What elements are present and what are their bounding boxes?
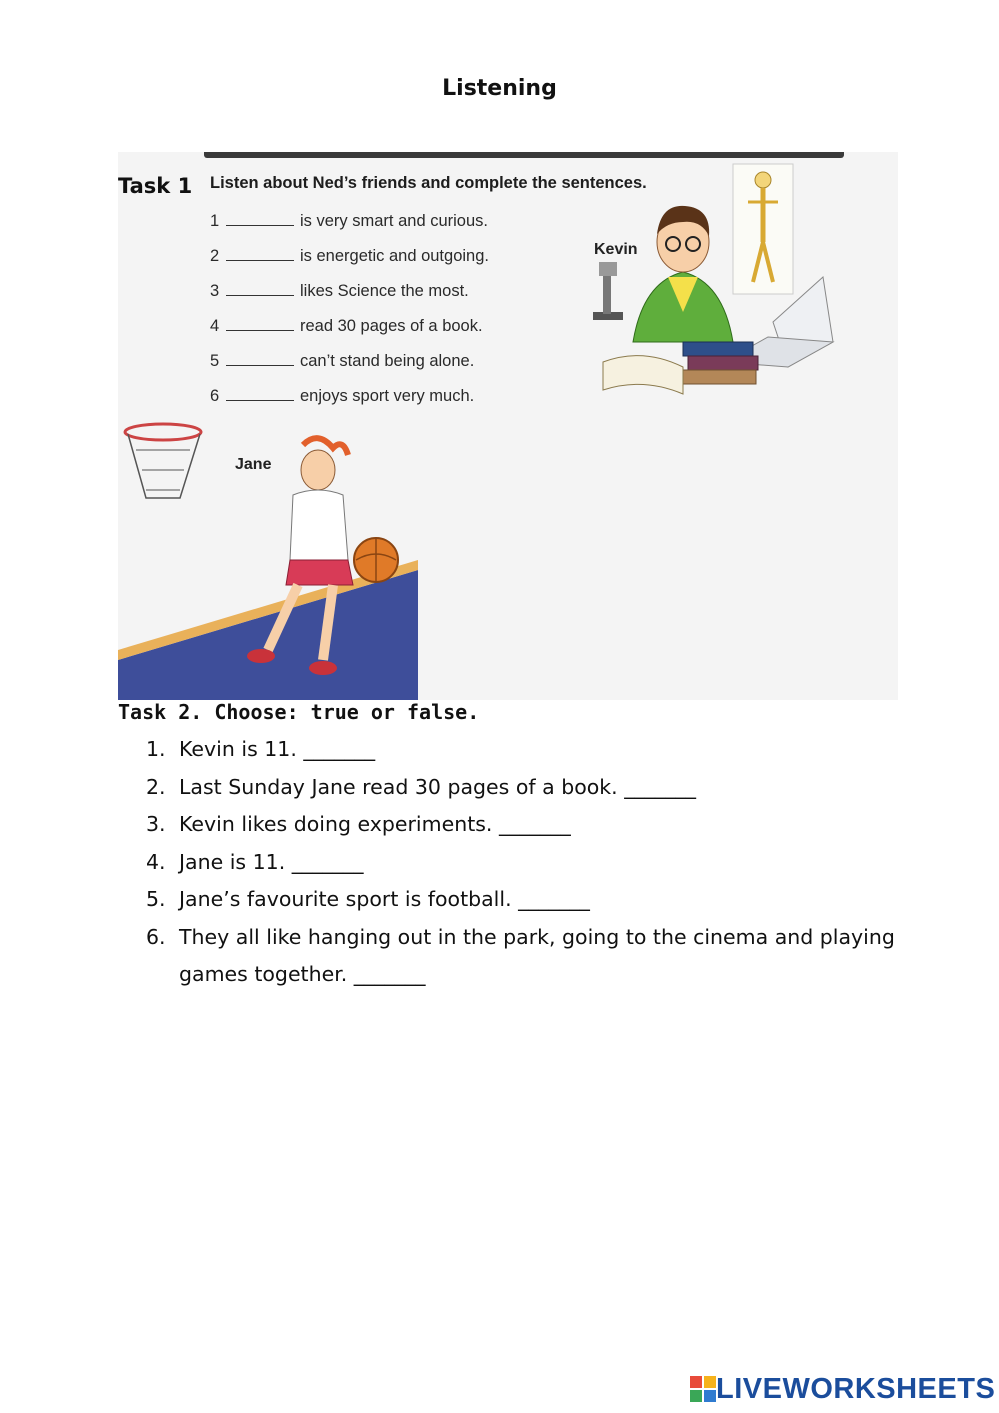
page-title: Listening xyxy=(442,76,557,101)
brand-name: LIVEWORKSHEETS xyxy=(716,1372,996,1405)
task1-sentence: 3 likes Science the most. xyxy=(210,282,469,300)
jane-label: Jane xyxy=(235,456,272,473)
answer-blank[interactable] xyxy=(226,281,294,296)
task1-panel xyxy=(118,152,898,700)
task2-item: 4. Jane is 11. _______ xyxy=(146,849,364,874)
task2-item: 3. Kevin likes doing experiments. _______ xyxy=(146,812,571,836)
task1-sentence: 2 is energetic and outgoing. xyxy=(210,247,489,265)
task2-item: 6. They all like hanging out in the park, going to the cinema and playing games together. _______ xyxy=(146,924,895,986)
liveworksheets-logo xyxy=(690,1374,995,1404)
liveworksheets-icon xyxy=(690,1376,716,1402)
panel-top-bar xyxy=(204,152,844,158)
task2-list xyxy=(146,731,946,994)
task2-item: 2. Last Sunday Jane read 30 pages of a book. _______ xyxy=(146,774,696,799)
answer-blank[interactable] xyxy=(226,211,294,226)
task2-item: 1. Kevin is 11. _______ xyxy=(146,737,376,761)
kevin-label: Kevin xyxy=(594,241,638,258)
answer-blank[interactable] xyxy=(226,316,294,331)
task1-sentence: 1 is very smart and curious. xyxy=(210,212,488,230)
task2-title: Task 2. Choose: true or false. xyxy=(118,700,480,724)
jane-illustration xyxy=(118,420,418,700)
answer-blank[interactable] xyxy=(226,246,294,261)
task1-instruction: Listen about Ned’s friends and complete the sentences. xyxy=(210,174,647,192)
task1-label: Task 1 xyxy=(118,174,193,198)
task2-item: 5. Jane’s favourite sport is football. _______ xyxy=(146,887,590,911)
task1-sentence: 6 enjoys sport very much. xyxy=(210,387,475,405)
task1-sentence: 5 can’t stand being alone. xyxy=(210,352,475,370)
answer-blank[interactable] xyxy=(226,351,294,366)
task1-sentence-list xyxy=(210,210,489,420)
kevin-illustration xyxy=(573,162,863,412)
answer-blank[interactable] xyxy=(226,386,294,401)
task1-sentence: 4 read 30 pages of a book. xyxy=(210,317,483,335)
